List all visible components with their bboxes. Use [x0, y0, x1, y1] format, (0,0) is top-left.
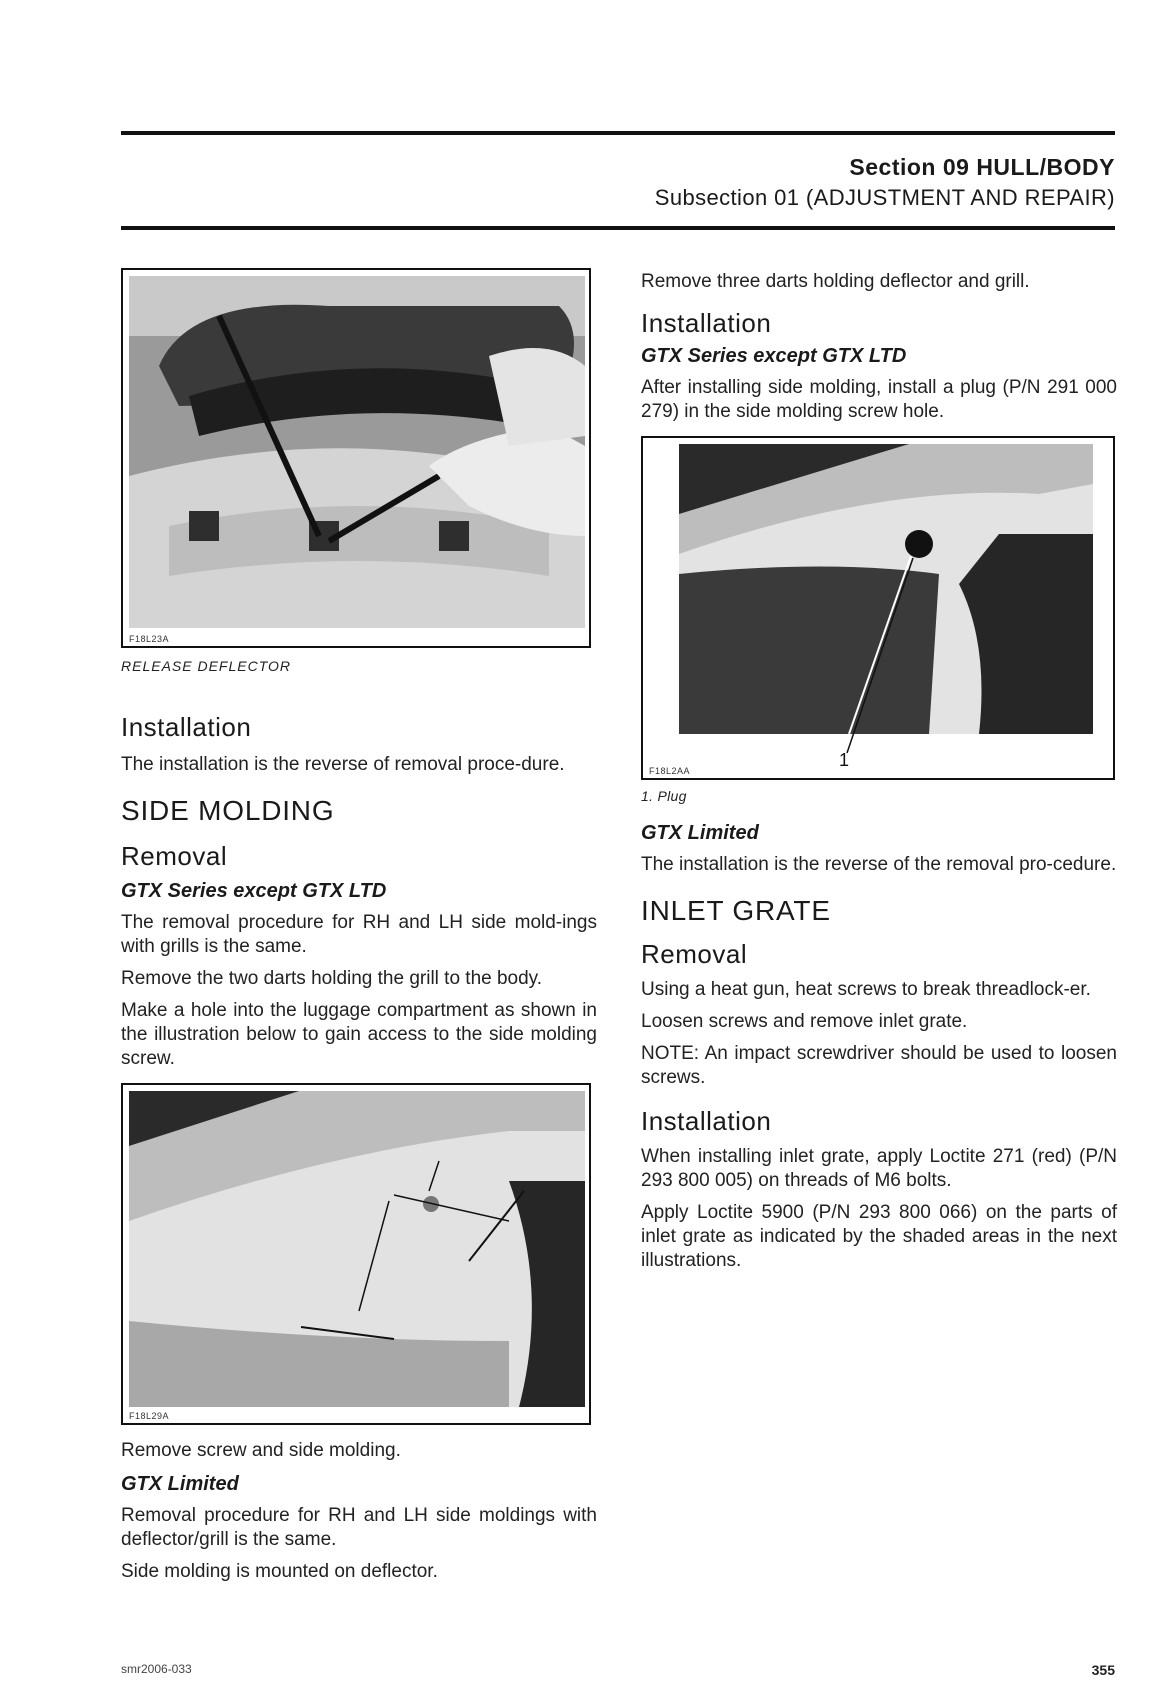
paragraph: The installation is the reverse of the removal pro-cedure.	[641, 854, 1117, 875]
gtx-limited-heading: GTX Limited	[121, 1473, 239, 1495]
figure-caption: 1. Plug	[641, 788, 687, 804]
note-paragraph: NOTE: An impact screwdriver should be used to loosen screws.	[641, 1043, 1117, 1088]
paragraph: Remove the two darts holding the grill to the body.	[121, 968, 543, 989]
release-deflector-photo	[129, 276, 585, 628]
callout-number: 1	[839, 750, 850, 770]
left-column	[121, 268, 597, 1592]
header-rule-bottom	[121, 226, 1115, 230]
figure-side-molding-hole	[121, 1083, 591, 1425]
figure-code: F18L2AA	[649, 766, 691, 776]
inlet-grate-heading: INLET GRATE	[641, 895, 831, 926]
paragraph: Make a hole into the luggage compartment as shown in the illustration below to gain access to the side molding screw.	[121, 1000, 597, 1069]
side-molding-hole-photo	[129, 1091, 585, 1407]
installation-heading: Installation	[121, 712, 252, 742]
figure-plug	[641, 436, 1115, 780]
installation-heading: Installation	[641, 1106, 772, 1136]
paragraph: Apply Loctite 5900 (P/N 293 800 066) on the parts of inlet grate as indicated by the shaded areas in the next illustrations.	[641, 1202, 1117, 1271]
installation-heading: Installation	[641, 308, 772, 338]
removal-heading: Removal	[121, 841, 228, 871]
paragraph: When installing inlet grate, apply Loctite 271 (red) (P/N 293 800 005) on threads of M6 bolts.	[641, 1146, 1117, 1191]
paragraph: Remove three darts holding deflector and grill.	[641, 271, 1030, 292]
header-rule-top	[121, 131, 1115, 135]
removal-heading: Removal	[641, 939, 748, 969]
plug-callout-line	[643, 438, 1113, 778]
doc-code: smr2006-033	[121, 1662, 192, 1676]
paragraph: Remove screw and side molding.	[121, 1440, 401, 1461]
section-title: Section 09 HULL/BODY	[849, 154, 1115, 180]
right-column	[641, 270, 1117, 1281]
gtx-series-heading: GTX Series except GTX LTD	[641, 345, 907, 367]
paragraph: Side molding is mounted on deflector.	[121, 1561, 438, 1582]
gtx-series-heading: GTX Series except GTX LTD	[121, 880, 387, 902]
installation-text: The installation is the reverse of removal proce-dure.	[121, 754, 565, 775]
figure-code: F18L29A	[129, 1411, 170, 1421]
subsection-title: Subsection 01 (ADJUSTMENT AND REPAIR)	[654, 185, 1115, 210]
figure-release-deflector	[121, 268, 591, 648]
paragraph: The removal procedure for RH and LH side mold-ings with grills is the same.	[121, 912, 597, 957]
figure-caption: RELEASE DEFLECTOR	[121, 658, 292, 674]
paragraph: Removal procedure for RH and LH side moldings with deflector/grill is the same.	[121, 1505, 597, 1550]
paragraph: After installing side molding, install a plug (P/N 291 000 279) in the side molding screw hole.	[641, 377, 1117, 422]
side-molding-heading: SIDE MOLDING	[121, 795, 335, 826]
paragraph: Using a heat gun, heat screws to break threadlock-er.	[641, 979, 1091, 1000]
gtx-limited-heading: GTX Limited	[641, 822, 759, 844]
figure-code: F18L23A	[129, 634, 170, 644]
paragraph: Loosen screws and remove inlet grate.	[641, 1011, 968, 1032]
page-number: 355	[1091, 1662, 1115, 1678]
